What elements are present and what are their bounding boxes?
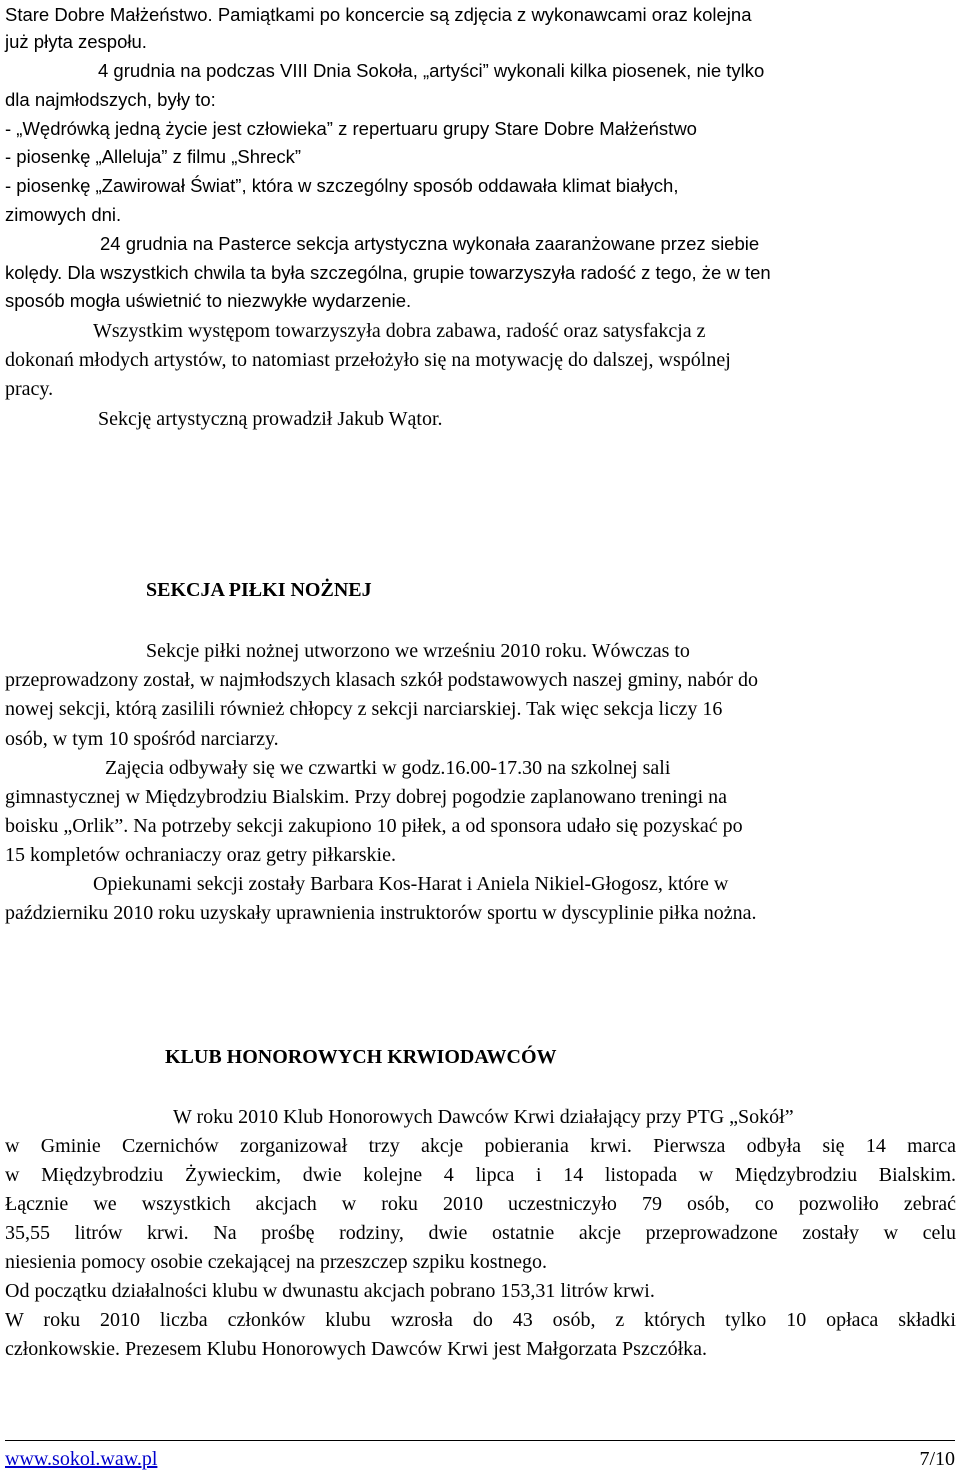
list-item: - „Wędrówką jedną życie jest człowieka” z repertuaru grupy Stare Dobre Małżeństwo xyxy=(5,118,697,139)
paragraph-line: pracy. xyxy=(5,378,54,400)
paragraph-line: w Międzybrodziu Żywieckim, dwie kolejne 4 lipca i 14 listopada w Międzybrodziu Bialskim. xyxy=(5,1164,956,1186)
paragraph-line: październiku 2010 roku uzyskały uprawnienia instruktorów sportu w dyscyplinie piłka nożna. xyxy=(5,902,757,924)
paragraph-line: już płyta zespołu. xyxy=(5,31,147,52)
paragraph-line: 15 kompletów ochraniaczy oraz getry piłkarskie. xyxy=(5,844,396,866)
paragraph-line: niesienia pomocy osobie czekającej na przeszczep szpiku kostnego. xyxy=(5,1251,548,1273)
footer-link[interactable]: www.sokol.waw.pl xyxy=(5,1448,158,1470)
paragraph-line: Łącznie we wszystkich akcjach w roku 2010 uczestniczyło 79 osób, co pozwoliło zebrać xyxy=(5,1193,956,1215)
paragraph-line: członkowskie. Prezesem Klubu Honorowych Dawców Krwi jest Małgorzata Pszczółka. xyxy=(5,1338,708,1360)
paragraph-line: gimnastycznej w Międzybrodziu Bialskim. Przy dobrej pogodzie zaplanowano treningi na xyxy=(5,786,728,808)
paragraph-line: dla najmłodszych, były to: xyxy=(5,89,216,110)
paragraph-line: Od początku działalności klubu w dwunastu akcjach pobrano 153,31 litrów krwi. xyxy=(5,1280,655,1302)
paragraph-line: przeprowadzony został, w najmłodszych klasach szkół podstawowych naszej gminy, nabór do xyxy=(5,669,758,691)
paragraph-line: dokonań młodych artystów, to natomiast przełożyło się na motywację do dalszej, wspólnej xyxy=(5,349,731,371)
paragraph-line: boisku „Orlik”. Na potrzeby sekcji zakupiono 10 piłek, a od sponsora udało się pozyskać po xyxy=(5,815,743,837)
paragraph-line: 24 grudnia na Pasterce sekcja artystyczna wykonała zaaranżowane przez siebie xyxy=(100,233,760,254)
page-number: 7/10 xyxy=(919,1448,955,1470)
list-item: - piosenkę „Alleluja” z filmu „Shreck” xyxy=(5,146,302,167)
paragraph-line: zimowych dni. xyxy=(5,204,122,225)
paragraph-line: Opiekunami sekcji zostały Barbara Kos-Harat i Aniela Nikiel-Głogosz, które w xyxy=(93,873,729,895)
list-item: - piosenkę „Zawirował Świat”, która w szczególny sposób oddawała klimat białych, xyxy=(5,175,679,196)
paragraph-line: Sekcje piłki nożnej utworzono we wrześniu 2010 roku. Wówczas to xyxy=(146,640,690,662)
section-heading-football: SEKCJA PIŁKI NOŻNEJ xyxy=(146,579,372,601)
paragraph-line: sposób mogła uświetnić to niezwykłe wydarzenie. xyxy=(5,290,412,311)
paragraph-line: Wszystkim występom towarzyszyła dobra zabawa, radość oraz satysfakcja z xyxy=(93,320,706,342)
footer-divider xyxy=(5,1440,955,1441)
paragraph-line: Zajęcia odbywały się we czwartki w godz.16.00-17.30 na szkolnej sali xyxy=(105,757,671,779)
paragraph-line: nowej sekcji, którą zasilili również chłopcy z sekcji narciarskiej. Tak więc sekcja liczy 16 xyxy=(5,698,723,720)
paragraph-line: kolędy. Dla wszystkich chwila ta była szczególna, grupie towarzyszyła radość z tego, że w ten xyxy=(5,262,771,283)
paragraph-line: Stare Dobre Małżeństwo. Pamiątkami po koncercie są zdjęcia z wykonawcami oraz kolejna xyxy=(5,4,752,25)
paragraph-line: W roku 2010 liczba członków klubu wzrosła do 43 osób, z których tylko 10 opłaca składki xyxy=(5,1309,956,1331)
section-heading-blood-donors: KLUB HONOROWYCH KRWIODAWCÓW xyxy=(165,1046,557,1068)
paragraph-line: W roku 2010 Klub Honorowych Dawców Krwi działający przy PTG „Sokół” xyxy=(173,1106,794,1128)
paragraph-line: osób, w tym 10 spośród narciarzy. xyxy=(5,728,279,750)
paragraph-line: 4 grudnia na podczas VIII Dnia Sokoła, „artyści” wykonali kilka piosenek, nie tylko xyxy=(98,60,765,81)
paragraph-line: Sekcję artystyczną prowadził Jakub Wątor. xyxy=(98,408,443,430)
paragraph-line: w Gminie Czernichów zorganizował trzy akcje pobierania krwi. Pierwsza odbyła się 14 marca xyxy=(5,1135,956,1157)
paragraph-line: 35,55 litrów krwi. Na prośbę rodziny, dwie ostatnie akcje przeprowadzone zostały w celu xyxy=(5,1222,956,1244)
